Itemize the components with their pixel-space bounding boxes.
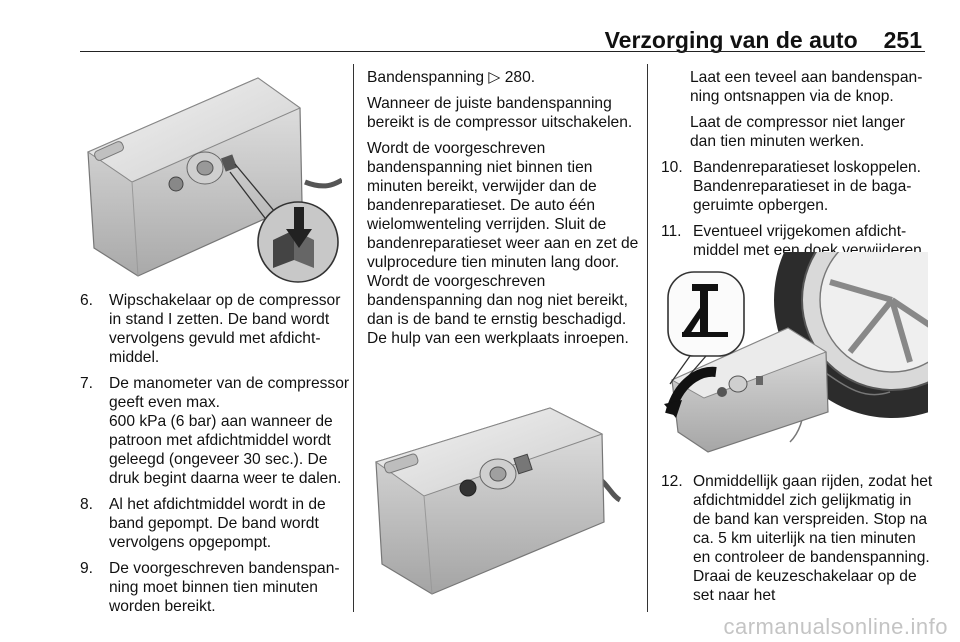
page-title: Verzorging van de auto: [604, 27, 858, 53]
compressor-wheel-figure: [660, 252, 928, 457]
column-divider-1: [353, 64, 354, 612]
list-item: [80, 559, 352, 616]
list-text: De voorgeschreven bandenspanning moet binnen tien minuten worden bereikt.: [109, 560, 340, 615]
list-number: 8.: [80, 496, 94, 513]
paragraph: [367, 68, 639, 87]
watermark: carmanualsonline.info: [723, 614, 948, 639]
paragraph: Laat de compressor niet langer dan tien minuten werken.: [690, 114, 905, 150]
column-divider-2: [647, 64, 648, 612]
column-1: [80, 291, 352, 623]
page-reference-arrow-icon: ▷: [488, 69, 501, 86]
list-item: [661, 158, 933, 215]
list-number: 7.: [80, 375, 94, 392]
paragraph: Wordt de voorgeschreven bandenspanning niet binnen tien minuten bereikt, verwijder dan de bandenreparatieset. De auto één wielomwenteling verrijden. Sluit de bandenreparatieset weer aan en zet de vulprocedure tien minuten lang door. Wordt de voorgeschreven bandenspanning dan nog niet bereikt, dan is de band te ernstig beschadigd. De hulp van een werkplaats inroepen.: [367, 140, 639, 347]
list-text-continued: 600 kPa (6 bar) aan wanneer de patroon met afdichtmiddel wordt geleegd (ongeveer 30 sec.). De druk begint daarna weer te dalen.: [109, 413, 342, 487]
compressor-figure: [370, 404, 634, 602]
list-text: Bandenreparatieset loskoppelen. Bandenreparatieset in de bagageruimte opbergen.: [693, 159, 922, 214]
header-rule: [80, 51, 925, 52]
page-header: [80, 26, 922, 54]
column-3: [661, 68, 933, 267]
paragraph: Laat een teveel aan bandenspanning ontsnappen via de knop.: [690, 69, 923, 105]
page-reference: 280.: [504, 69, 536, 86]
list-text: Al het afdichtmiddel wordt in de band gepompt. De band wordt vervolgens opgepompt.: [109, 496, 326, 551]
list-text: Wipschakelaar op de compressor in stand I zetten. De band wordt vervolgens gevuld met afdichtmiddel.: [109, 292, 341, 366]
list-text: Eventueel vrijgekomen afdichtmiddel met een doek verwijderen.: [693, 223, 927, 259]
paragraph-text: Bandenspanning: [367, 69, 489, 86]
paragraph: Wanneer de juiste bandenspanning bereikt is de compressor uitschakelen.: [367, 95, 633, 131]
list-number: 10.: [661, 159, 683, 176]
page-number: 251: [883, 27, 922, 53]
list-item: [661, 472, 933, 605]
column-2: [367, 68, 639, 355]
list-text: De manometer van de compressor geeft even max.: [109, 375, 350, 411]
list-item: [80, 495, 352, 552]
list-number: 6.: [80, 292, 94, 309]
list-item: [80, 374, 352, 488]
compressor-switch-figure: [80, 72, 342, 284]
list-number: 12.: [661, 473, 683, 490]
list-text: Onmiddellijk gaan rijden, zodat het afdichtmiddel zich gelijkmatig in de band kan verspreiden. Stop na ca. 5 km uiterlijk na tien minuten en controleer de bandenspanning. Draai de keuzeschakelaar op de set naar het: [693, 473, 933, 604]
list-number: 9.: [80, 560, 94, 577]
list-number: 11.: [661, 223, 682, 240]
column-3-continued: [661, 472, 933, 612]
list-item: [80, 291, 352, 367]
